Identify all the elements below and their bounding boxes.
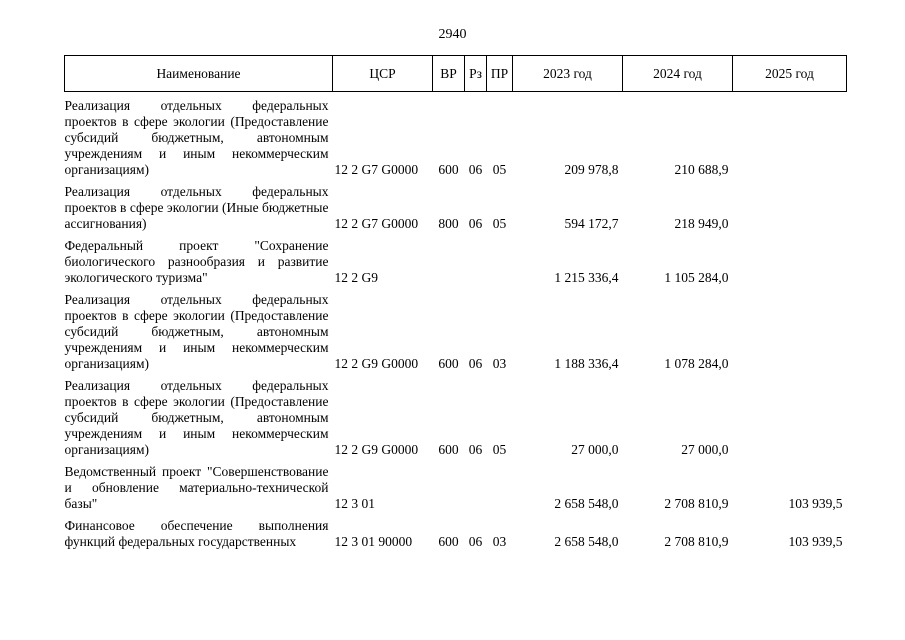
row-2025 — [733, 184, 847, 232]
table-row — [65, 292, 847, 372]
col-header-vr: ВР — [433, 56, 465, 92]
row-name: Финансовое обеспечение выполнения функций федеральных государственных — [64, 518, 329, 549]
row-2025 — [733, 92, 847, 179]
col-header-2025: 2025 год — [733, 56, 847, 92]
row-name: Ведомственный проект "Совершенствование и обновление материально-технической базы" — [64, 464, 329, 511]
row-rz — [465, 464, 487, 512]
row-2023: 1 188 336,4 — [554, 356, 619, 371]
row-2023: 209 978,8 — [564, 162, 619, 177]
col-header-2024: 2024 год — [623, 56, 733, 92]
col-header-rz: Рз — [465, 56, 487, 92]
row-name: Реализация отдельных федеральных проектов в сфере экологии (Предоставление субсидий бюджетным, автономным учреждениям и иным некоммерческим организациям) — [64, 292, 329, 371]
row-name: Реализация отдельных федеральных проектов в сфере экологии (Предоставление субсидий бюджетным, автономным учреждениям и иным некоммерческим организациям) — [64, 98, 329, 177]
row-2024: 27 000,0 — [681, 442, 729, 457]
row-pr: 05 — [492, 162, 507, 177]
row-name: Реализация отдельных федеральных проектов в сфере экологии (Предоставление субсидий бюджетным, автономным учреждениям и иным некоммерческим организациям) — [64, 378, 329, 457]
row-vr: 600 — [438, 442, 459, 457]
row-csr: 12 3 01 90000 — [334, 534, 413, 549]
row-2023: 27 000,0 — [571, 442, 619, 457]
row-2025 — [733, 378, 847, 458]
row-2025: 103 939,5 — [788, 534, 843, 549]
row-2023: 594 172,7 — [564, 216, 619, 231]
row-vr — [433, 238, 465, 286]
row-pr: 05 — [492, 442, 507, 457]
row-pr: 03 — [492, 534, 507, 549]
row-2024: 2 708 810,9 — [664, 534, 729, 549]
row-2024: 1 105 284,0 — [664, 270, 729, 285]
row-csr: 12 2 G7 G0000 — [334, 216, 419, 231]
row-vr — [433, 464, 465, 512]
row-csr: 12 2 G7 G0000 — [334, 162, 419, 177]
table-row — [65, 378, 847, 458]
row-2025 — [733, 238, 847, 286]
row-vr: 600 — [438, 356, 459, 371]
table-row — [65, 518, 847, 550]
row-name: Федеральный проект "Сохранение биологического разнообразия и развитие экологического туризма" — [64, 238, 329, 285]
budget-table — [64, 55, 847, 550]
row-2025: 103 939,5 — [788, 496, 843, 511]
row-2023: 2 658 548,0 — [554, 496, 619, 511]
row-2023: 2 658 548,0 — [554, 534, 619, 549]
row-vr: 600 — [438, 534, 459, 549]
table-row — [65, 184, 847, 232]
row-2024: 2 708 810,9 — [664, 496, 729, 511]
row-2024: 1 078 284,0 — [664, 356, 729, 371]
col-header-2023: 2023 год — [513, 56, 623, 92]
row-vr: 600 — [438, 162, 459, 177]
table-row — [65, 464, 847, 512]
row-pr — [487, 238, 513, 286]
row-csr: 12 2 G9 — [334, 270, 378, 285]
table-row — [65, 92, 847, 179]
row-csr: 12 2 G9 G0000 — [334, 356, 419, 371]
row-rz: 06 — [468, 442, 483, 457]
row-csr: 12 3 01 — [334, 496, 375, 511]
row-pr — [487, 464, 513, 512]
row-2024: 218 949,0 — [674, 216, 729, 231]
row-pr: 05 — [492, 216, 507, 231]
col-header-csr: ЦСР — [333, 56, 433, 92]
row-2025 — [733, 292, 847, 372]
row-name: Реализация отдельных федеральных проектов в сфере экологии (Иные бюджетные ассигнования) — [64, 184, 329, 231]
col-header-name: Наименование — [65, 56, 333, 92]
row-vr: 800 — [438, 216, 459, 231]
row-rz: 06 — [468, 534, 483, 549]
row-rz — [465, 238, 487, 286]
row-rz: 06 — [468, 356, 483, 371]
row-2024: 210 688,9 — [674, 162, 729, 177]
table-header — [65, 56, 847, 92]
row-2023: 1 215 336,4 — [554, 270, 619, 285]
table-row — [65, 238, 847, 286]
row-pr: 03 — [492, 356, 507, 371]
col-header-pr: ПР — [487, 56, 513, 92]
row-rz: 06 — [468, 216, 483, 231]
row-csr: 12 2 G9 G0000 — [334, 442, 419, 457]
page-number: 2940 — [438, 27, 467, 42]
table-body — [65, 92, 847, 551]
row-rz: 06 — [468, 162, 483, 177]
